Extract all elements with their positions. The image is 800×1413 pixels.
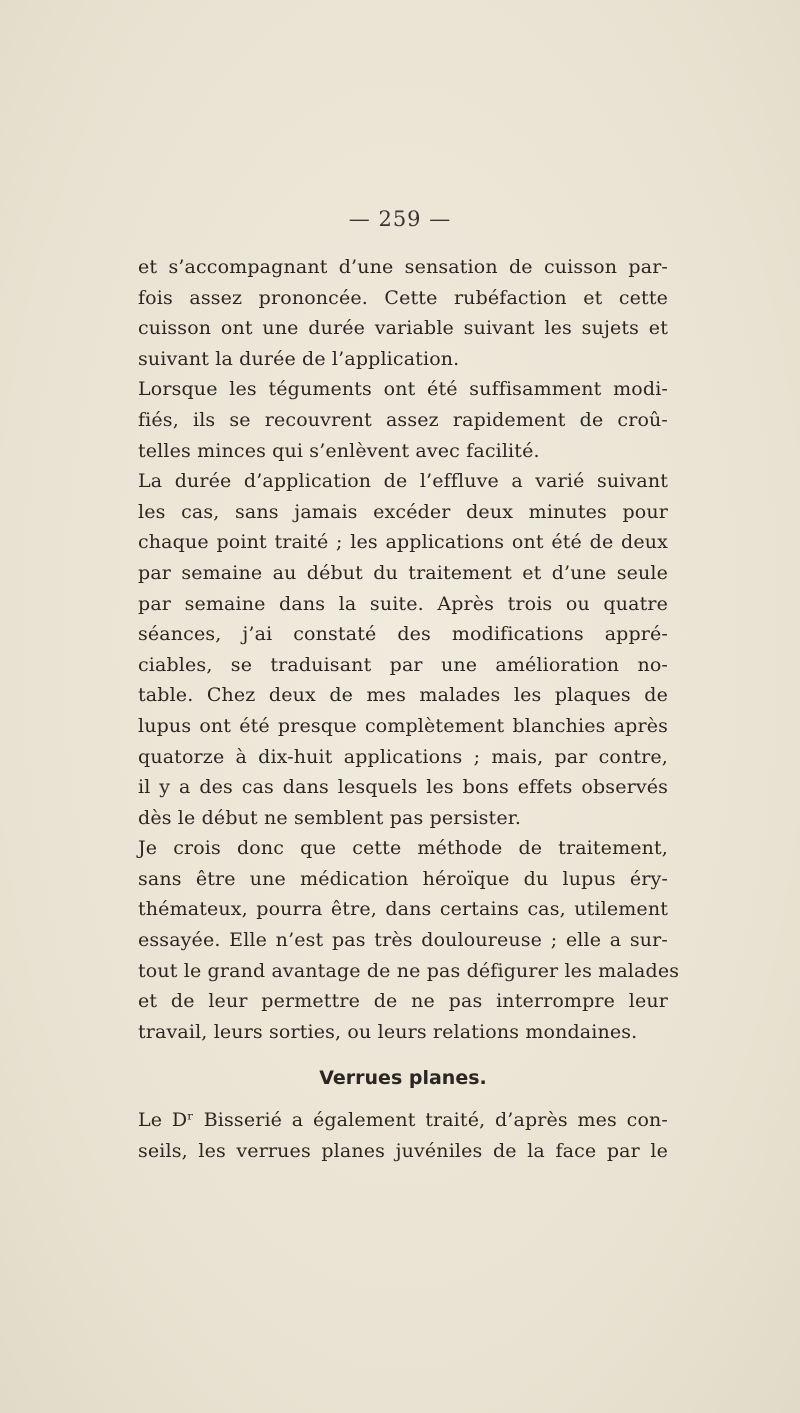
text-line: il y a des cas dans lesquels les bons effets observés: [138, 776, 668, 799]
text-line: tout le grand avantage de ne pas défigurer les malades: [138, 959, 680, 982]
text-line: La durée d’application de l’effluve a varié suivant: [138, 470, 668, 493]
paragraph-3: [138, 466, 668, 833]
paragraph-1: [138, 252, 668, 374]
text-line: suivant la durée de l’application.: [138, 347, 460, 370]
text-line: ciables, se traduisant par une amélioration no-: [138, 653, 668, 676]
text-line: seils, les verrues planes juvéniles de la face par le: [138, 1140, 668, 1163]
text-line: par semaine au début du traitement et d’une seule: [138, 561, 668, 584]
text-line: par semaine dans la suite. Après trois ou quatre: [138, 592, 668, 615]
text-line: lupus ont été presque complètement blanchies après: [138, 714, 668, 737]
text-line: sans être une médication héroïque du lupus éry-: [138, 867, 668, 890]
text-line: table. Chez deux de mes malades les plaques de: [138, 684, 668, 707]
text-line: fois assez prononcée. Cette rubéfaction et cette: [138, 286, 668, 309]
body-text: [138, 252, 680, 1167]
text-line: essayée. Elle n’est pas très douloureuse ; elle a sur-: [138, 929, 668, 952]
paragraph-2: [138, 374, 668, 466]
text-line: quatorze à dix-huit applications ; mais, par contre,: [138, 745, 668, 768]
text-line: et s’accompagnant d’une sensation de cuisson par-: [138, 256, 668, 278]
text-line: Je crois donc que cette méthode de traitement,: [138, 837, 668, 860]
text-line: Lorsque les téguments ont été suffisamment modi-: [138, 378, 668, 401]
text-line: chaque point traité ; les applications ont été de deux: [138, 531, 668, 554]
text-line: cuisson ont une durée variable suivant les sujets et: [138, 317, 668, 340]
text-line: séances, j’ai constaté des modifications appré-: [138, 623, 668, 646]
text-line: Le Dʳ Bisserié a également traité, d’après mes con-: [138, 1109, 668, 1132]
section-heading: Verrues planes.: [319, 1067, 487, 1090]
paragraph-4: [138, 833, 680, 1047]
text-line: et de leur permettre de ne pas interrompre leur: [138, 990, 668, 1013]
paragraph-5: [138, 1105, 668, 1166]
text-line: travail, leurs sorties, ou leurs relations mondaines.: [138, 1020, 638, 1043]
text-line: telles minces qui s’enlèvent avec facilité.: [138, 439, 540, 462]
text-line: thémateux, pourra être, dans certains cas, utilement: [138, 898, 668, 921]
text-line: fiés, ils se recouvrent assez rapidement de croû-: [138, 408, 668, 431]
text-line: les cas, sans jamais excéder deux minutes pour: [138, 500, 668, 523]
page-number: — 259 —: [348, 207, 452, 231]
text-line: dès le début ne semblent pas persister.: [138, 806, 522, 829]
